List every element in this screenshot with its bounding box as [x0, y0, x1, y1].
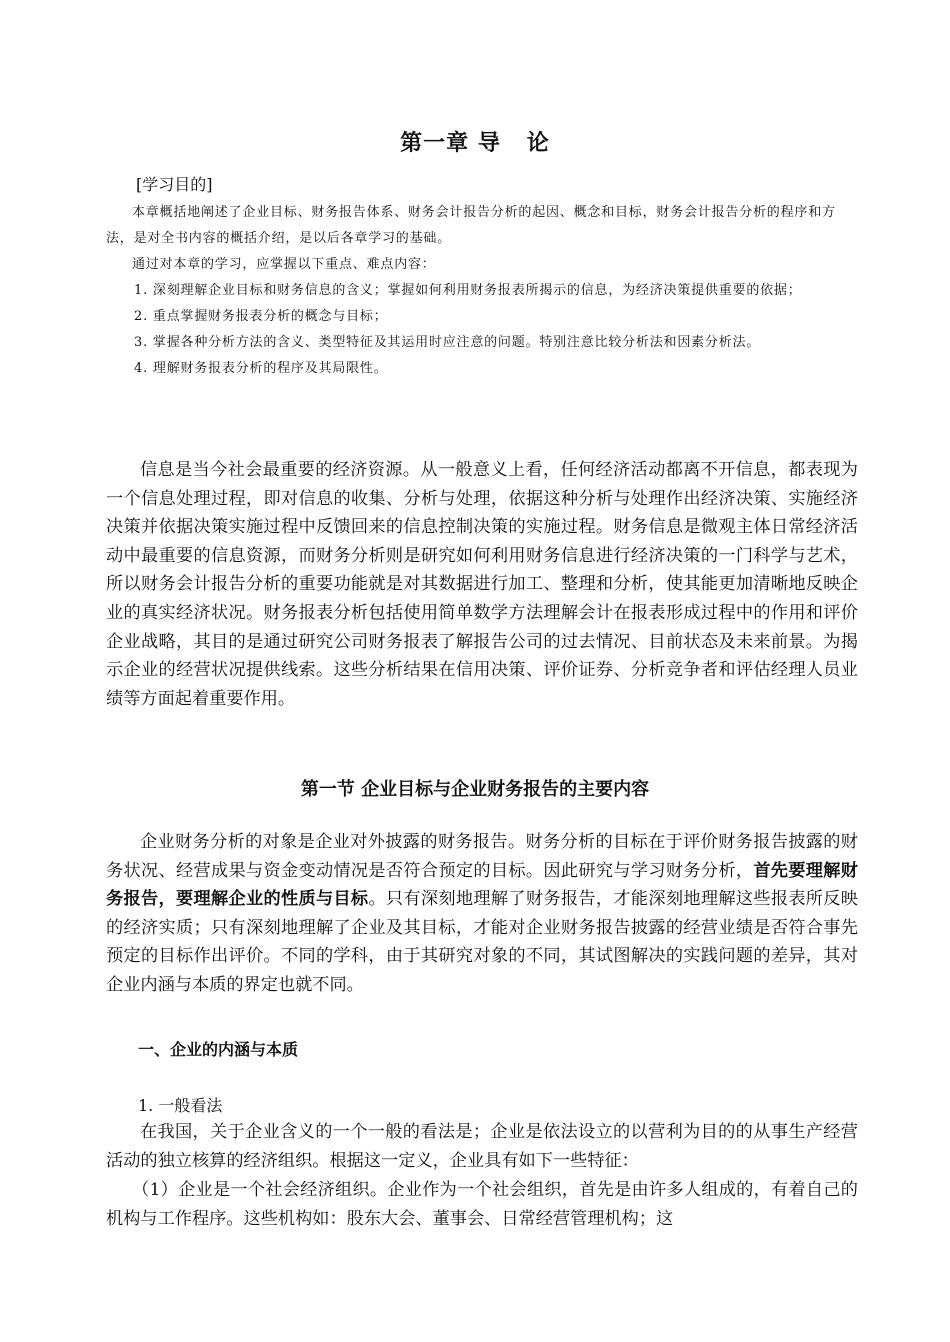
- chapter-intro-paragraph: 信息是当今社会最重要的经济资源。从一般意义上看，任何经济活动都离不开信息，都表现为一个信息处理过程，即对信息的收集、分析与处理，依据这种分析与处理作出经济决策、实施经济决策并依据决策实施过程中反馈回来的信息控制决策的实施过程。财务信息是微观主体日常经济活动中最重要的信息资源，而财务分析则是研究如何利用财务信息进行经济决策的一门科学与艺术，所以财务会计报告分析的重要功能就是对其数据进行加工、整理和分析，使其能更加清晰地反映企业的真实经济状况。财务报表分析包括使用简单数学方法理解会计在报表形成过程中的作用和评价企业战略，其目的是通过研究公司财务报表了解报告公司的过去情况、目前状态及未来前景。为揭示企业的经营状况提供线索。这些分析结果在信用决策、评价证券、分析竞争者和评估经理人员业绩等方面起着重要作用。: [106, 460, 858, 709]
- objective-item-4: 4. 理解财务报表分析的程序及其局限性。: [134, 361, 388, 376]
- subsection-title: 一、企业的内涵与本质: [138, 1040, 299, 1059]
- learning-objectives-label: [学习目的]: [136, 175, 213, 194]
- intro-instruction: 通过对本章的学习，应掌握以下重点、难点内容：: [132, 257, 436, 272]
- chapter-title: 第一章 导 论: [400, 131, 550, 156]
- feature-paragraph: （1）企业是一个社会经济组织。企业作为一个社会组织，首先是由许多人组成的，有着自己的机构与工作程序。这些机构如：股东大会、董事会、日常经营管理机构；这: [106, 1180, 858, 1229]
- intro-paragraph: 本章概括地阐述了企业目标、财务报告体系、财务会计报告分析的起因、概念和目标，财务会计报告分析的程序和方法，是对全书内容的概括介绍，是以后各章学习的基础。: [106, 205, 836, 246]
- section-paragraph-text-2: 。只有深刻地理解了财务报告，才能深刻地理解这些报表所反映的经济实质；只有深刻地理解了企业及其目标，才能对企业财务报告披露的经营业绩是否符合事先预定的目标作出评价。不同的学科，由于其研究对象的不同，其试图解决的实践问题的差异，其对企业内涵与本质的界定也就不同。: [106, 889, 858, 995]
- sub-heading-general-view: 1. 一般看法: [138, 1096, 223, 1115]
- objective-item-2: 2. 重点掌握财务报表分析的概念与目标；: [134, 309, 388, 324]
- section-paragraph: [106, 828, 858, 1000]
- section-paragraph-text-1: 企业财务分析的对象是企业对外披露的财务报告。财务分析的目标在于评价财务报告披露的财务状况、经营成果与资金变动情况是否符合预定的目标。因此研究与学习财务分析，: [106, 832, 858, 881]
- objective-item-1: 1. 深刻理解企业目标和财务信息的含义；掌握如何利用财务报表所揭示的信息，为经济决策提供重要的依据；: [134, 283, 802, 298]
- objective-item-3: 3. 掌握各种分析方法的含义、类型特征及其运用时应注意的问题。特别注意比较分析法和因素分析法。: [134, 335, 761, 350]
- general-view-paragraph: 在我国，关于企业含义的一个一般的看法是；企业是依法设立的以营利为目的的从事生产经营活动的独立核算的经济组织。根据这一定义，企业具有如下一些特征：: [106, 1122, 858, 1171]
- section-title: 第一节 企业目标与企业财务报告的主要内容: [300, 779, 650, 800]
- intro-block: [106, 200, 848, 382]
- section-paragraph-bold: 首先要理解财务报告，要理解企业的性质与目标: [106, 860, 858, 910]
